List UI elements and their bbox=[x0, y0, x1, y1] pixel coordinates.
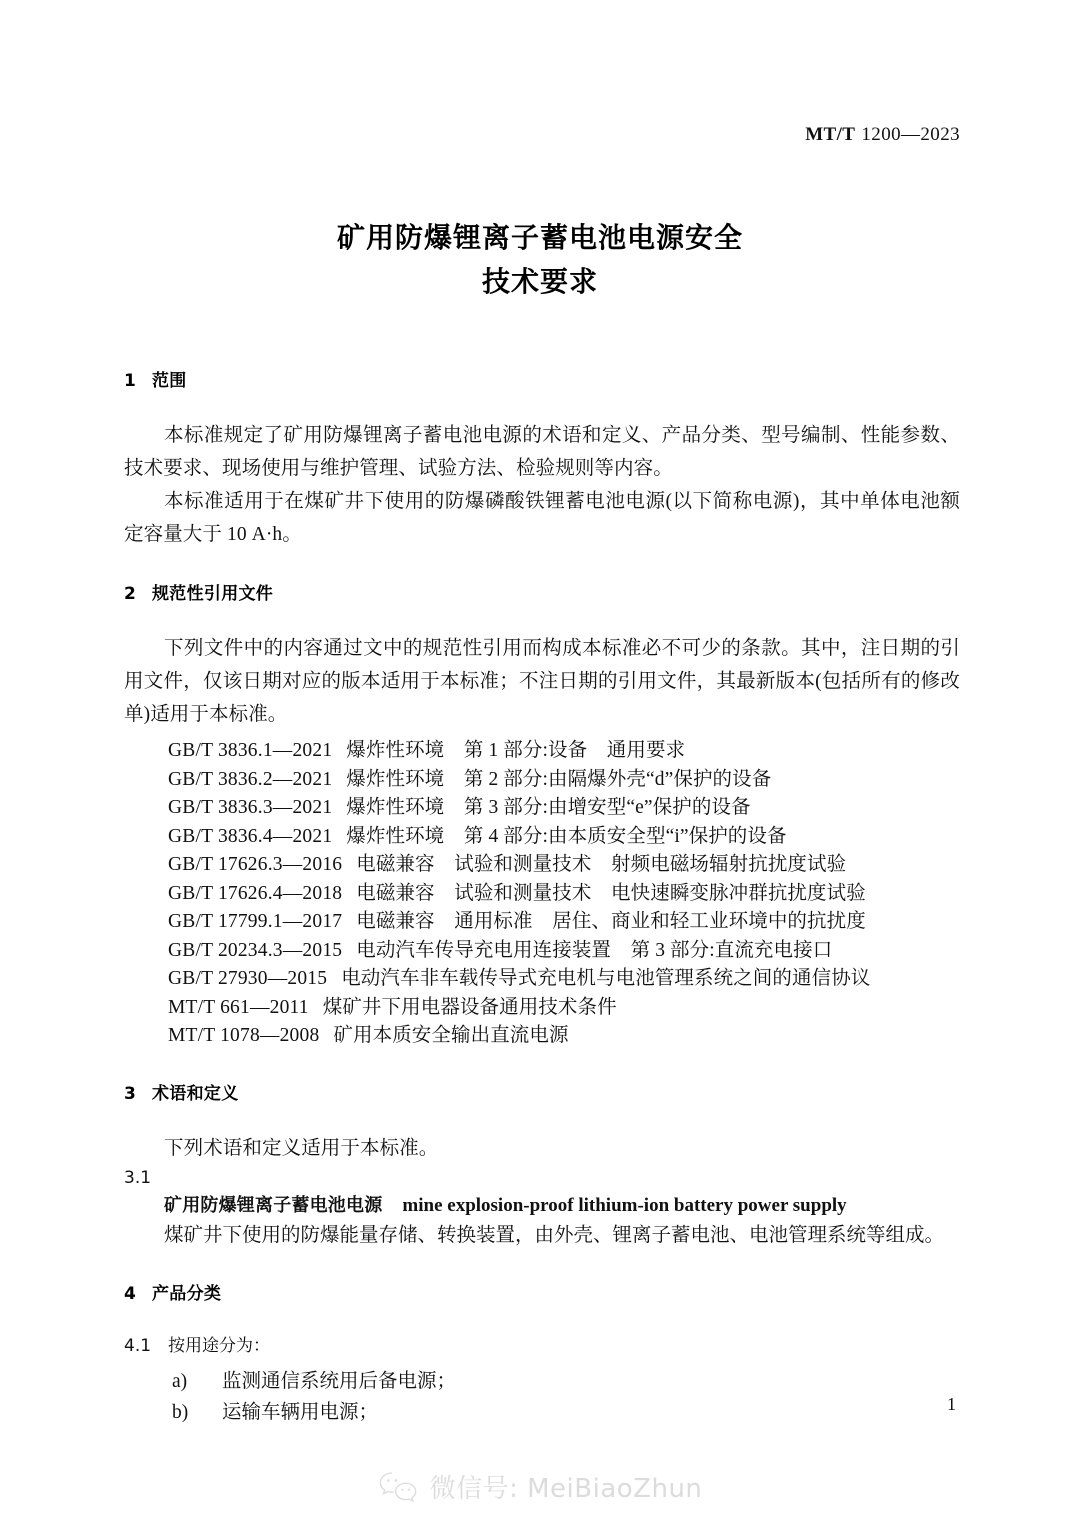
list-item bbox=[124, 823, 960, 852]
reference-title: 矿用本质安全输出直流电源 bbox=[333, 1025, 569, 1046]
clause-3-heading bbox=[124, 1079, 960, 1104]
reference-code: GB/T 17626.4—2018 bbox=[168, 882, 343, 904]
clause-4-number: 4 bbox=[124, 1283, 137, 1304]
list-item-label: a) bbox=[172, 1370, 188, 1392]
list-item bbox=[124, 880, 960, 909]
term-entry-3-1 bbox=[124, 1191, 960, 1221]
clause-1-title: 范围 bbox=[152, 371, 187, 391]
subclause-4-1-title: 按用途分为： bbox=[168, 1335, 270, 1356]
term-english: mine explosion-proof lithium-ion battery power supply bbox=[402, 1194, 847, 1216]
reference-code: GB/T 3836.3—2021 bbox=[168, 797, 333, 818]
subclause-4-1-heading bbox=[124, 1332, 960, 1360]
reference-title: 电动汽车非车载传导式充电机与电池管理系统之间的通信协议 bbox=[341, 968, 871, 989]
term-chinese: 矿用防爆锂离子蓄电池电源 bbox=[164, 1194, 383, 1216]
reference-code: GB/T 20234.3—2015 bbox=[168, 939, 343, 961]
list-item-text: 运输车辆用电源； bbox=[222, 1401, 379, 1423]
term-definition-3-1: 煤矿井下使用的防爆能量存储、转换装置，由外壳、锂离子蓄电池、电池管理系统等组成。 bbox=[164, 1224, 945, 1246]
reference-code: GB/T 3836.2—2021 bbox=[168, 768, 333, 790]
reference-code: MT/T 1078—2008 bbox=[168, 1025, 320, 1046]
reference-title: 爆炸性环境 第 3 部分:由增安型“e”保护的设备 bbox=[346, 797, 751, 818]
list-item bbox=[124, 965, 960, 994]
page-number: 1 bbox=[947, 1394, 956, 1414]
reference-title: 电动汽车传导充电用连接装置 第 3 部分:直流充电接口 bbox=[356, 939, 833, 961]
clause-4-heading bbox=[124, 1279, 960, 1304]
clause-1-number: 1 bbox=[124, 371, 137, 391]
list-item-label: b) bbox=[172, 1401, 189, 1423]
reference-title: 爆炸性环境 第 4 部分:由本质安全型“i”保护的设备 bbox=[346, 825, 787, 847]
list-item bbox=[124, 1397, 960, 1428]
standard-prefix: MT/T bbox=[805, 124, 856, 145]
reference-title: 电磁兼容 试验和测量技术 电快速瞬变脉冲群抗扰度试验 bbox=[356, 882, 866, 904]
reference-code: GB/T 3836.1—2021 bbox=[168, 740, 333, 761]
list-item bbox=[124, 994, 960, 1023]
standard-number: 1200—2023 bbox=[861, 124, 960, 145]
document-header bbox=[805, 124, 960, 146]
clause-2-number: 2 bbox=[124, 584, 137, 604]
document-body bbox=[124, 366, 960, 1428]
title-line-2: 技术要求 bbox=[481, 265, 598, 298]
clause-1-paragraph-1: 本标准规定了矿用防爆锂离子蓄电池电源的术语和定义、产品分类、型号编制、性能参数、技术要求、现场使用与维护管理、试验方法、检验规则等内容。 bbox=[124, 425, 960, 479]
reference-title: 电磁兼容 通用标准 居住、商业和轻工业环境中的抗扰度 bbox=[356, 911, 866, 932]
list-item bbox=[124, 1366, 960, 1397]
list-item bbox=[124, 908, 960, 937]
title-line-1: 矿用防爆锂离子蓄电池电源安全 bbox=[336, 221, 743, 254]
clause-1-paragraph-2: 本标准适用于在煤矿井下使用的防爆磷酸铁锂蓄电池电源(以下简称电源)，其中单体电池额定容量大于 10 A·h。 bbox=[124, 491, 960, 545]
reference-code: GB/T 17626.3—2016 bbox=[168, 854, 343, 875]
clause-4-title: 产品分类 bbox=[152, 1283, 222, 1304]
reference-title: 爆炸性环境 第 1 部分:设备 通用要求 bbox=[346, 740, 686, 761]
reference-title: 煤矿井下用电器设备通用技术条件 bbox=[322, 996, 617, 1018]
reference-title: 电磁兼容 试验和测量技术 射频电磁场辐射抗扰度试验 bbox=[356, 854, 847, 875]
watermark-text: 微信号: MeiBiaoZhun bbox=[429, 1474, 703, 1504]
list-item-text: 监测通信系统用后备电源； bbox=[222, 1370, 457, 1392]
subclause-4-1-number: 4.1 bbox=[124, 1335, 152, 1356]
clause-2-heading bbox=[124, 579, 960, 604]
page-title bbox=[0, 216, 1080, 304]
normative-references-list bbox=[124, 737, 960, 1051]
clause-2-title: 规范性引用文件 bbox=[152, 584, 274, 604]
watermark-footer bbox=[0, 1468, 1080, 1505]
list-item bbox=[124, 851, 960, 880]
list-item bbox=[124, 766, 960, 795]
list-item bbox=[124, 1022, 960, 1051]
list-item bbox=[124, 937, 960, 966]
reference-title: 爆炸性环境 第 2 部分:由隔爆外壳“d”保护的设备 bbox=[346, 768, 772, 790]
clause-3-title: 术语和定义 bbox=[152, 1083, 239, 1104]
list-item bbox=[124, 794, 960, 823]
clause-3-paragraph-1: 下列术语和定义适用于本标准。 bbox=[164, 1137, 439, 1159]
reference-code: MT/T 661—2011 bbox=[168, 996, 309, 1018]
wechat-icon bbox=[378, 1470, 418, 1504]
reference-code: GB/T 17799.1—2017 bbox=[168, 911, 343, 932]
clause-3-number: 3 bbox=[124, 1083, 137, 1104]
reference-code: GB/T 3836.4—2021 bbox=[168, 825, 333, 847]
reference-code: GB/T 27930—2015 bbox=[168, 968, 328, 989]
list-item bbox=[124, 737, 960, 766]
clause-1-heading bbox=[124, 366, 960, 391]
clause-2-paragraph-1: 下列文件中的内容通过文中的规范性引用而构成本标准必不可少的条款。其中，注日期的引用文件，仅该日期对应的版本适用于本标准；不注日期的引用文件，其最新版本(包括所有的修改单)适用于本标准。 bbox=[124, 638, 960, 725]
subclause-3-1-number: 3.1 bbox=[124, 1167, 152, 1188]
